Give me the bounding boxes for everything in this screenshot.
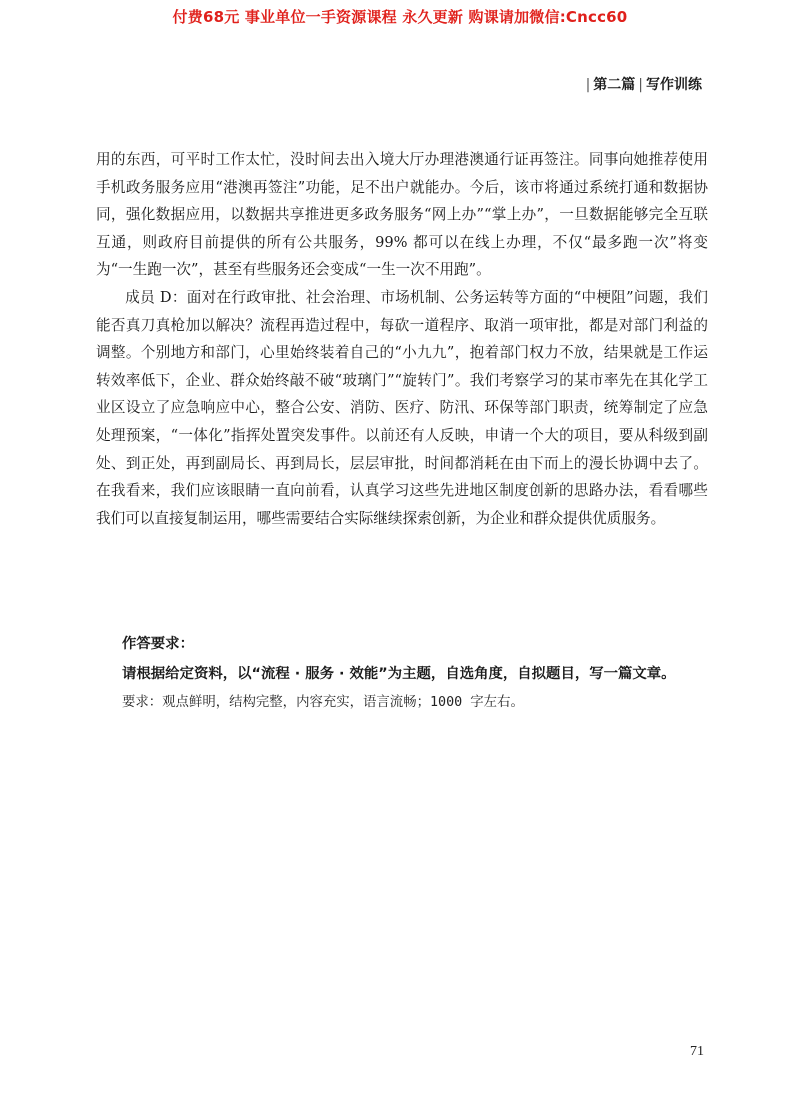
header-separator: | [585, 77, 591, 93]
body-text [96, 146, 708, 532]
header-separator: | [638, 77, 643, 93]
requirements-task: 请根据给定资料，以“流程 · 服务 · 效能”为主题，自选角度，自拟题目，写一篇文章。 [122, 666, 676, 682]
header-part: 第二篇 [593, 77, 636, 93]
page-number: 71 [690, 1044, 704, 1059]
answer-requirements [122, 634, 722, 713]
paragraph-continuation: 用的东西，可平时工作太忙，没时间去出入境大厅办理港澳通行证再签注。同事向她推荐使用手机政务服务应用“港澳再签注”功能，足不出户就能办。今后，该市将通过系统打通和数据协同，强化数据应用，以数据共享推进更多政务服务“网上办”“掌上办”，一旦数据能够完全互联互通，则政府目前提供的所有公共服务，99% 都可以在线上办理，不仅“最多跑一次”将变为“一生跑一次”，甚至有些服务还会变成“一生一次不用跑”。 [96, 151, 708, 279]
requirements-detail: 要求：观点鲜明，结构完整，内容充实，语言流畅；1000 字左右。 [122, 695, 524, 710]
paragraph-member-d: 成员 D：面对在行政审批、社会治理、市场机制、公务运转等方面的“中梗阻”问题，我们能否真刀真枪加以解决？流程再造过程中，每砍一道程序、取消一项审批，都是对部门利益的调整。个别地方和部门，心里始终装着自己的“小九九”，抱着部门权力不放，结果就是工作运转效率低下，企业、群众始终敲不破“玻璃门”“旋转门”。我们考察学习的某市率先在其化学工业区设立了应急响应中心，整合公安、消防、医疗、防汛、环保等部门职责，统筹制定了应急处理预案，“一体化”指挥处置突发事件。以前还有人反映，申请一个大的项目，要从科级到副处、到正处，再到副局长、再到局长，层层审批，时间都消耗在由下而上的漫长协调中去了。在我看来，我们应该眼睛一直向前看，认真学习这些先进地区制度创新的思路办法，看看哪些我们可以直接复制运用，哪些需要结合实际继续探索创新，为企业和群众提供优质服务。 [96, 288, 708, 527]
requirements-heading: 作答要求： [122, 636, 194, 652]
running-header [583, 74, 702, 94]
watermark-banner: 付费68元 事业单位一手资源课程 永久更新 购课请加微信:Cncc60 [172, 8, 628, 26]
header-section: 写作训练 [646, 77, 702, 93]
